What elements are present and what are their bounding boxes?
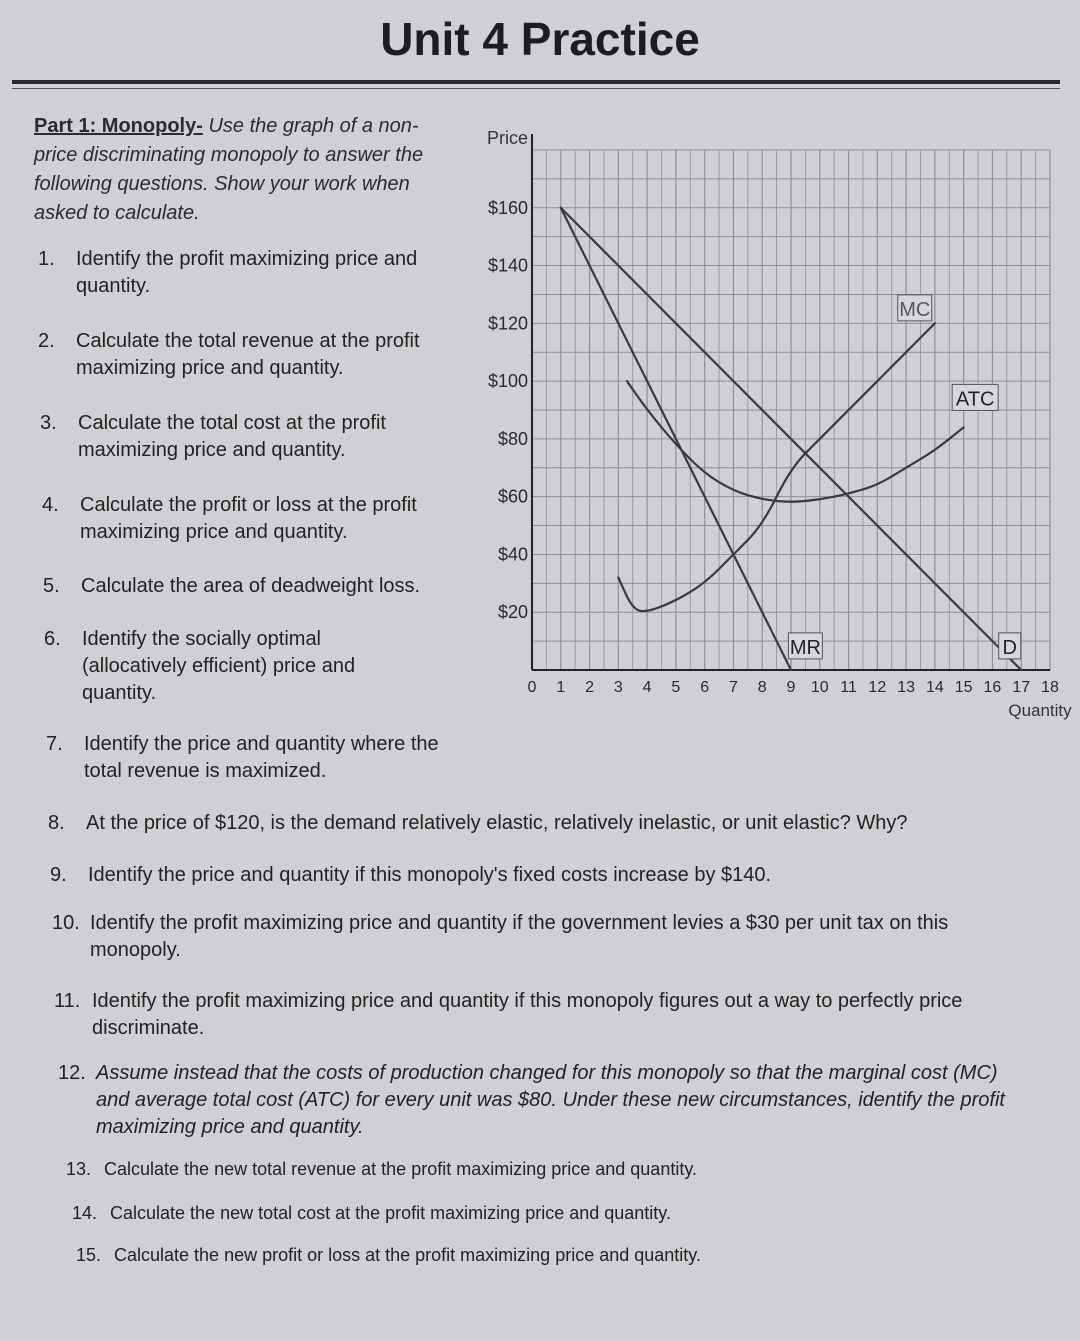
question-13: 13. Calculate the new total revenue at the profit maximizing price and quantity. [66, 1159, 697, 1179]
question-12: 12. Assume instead that the costs of production changed for this monopoly so that the marginal cost (MC) and average total cost (ATC) for every unit was $80. Under these new circumstances, identify the profit maximizing price and quantity. [58, 1062, 1005, 1138]
x-tick-label: 0 [527, 679, 537, 696]
x-tick-label: 12 [868, 679, 887, 696]
title-divider [12, 80, 1060, 84]
x-tick-label: 14 [925, 679, 944, 696]
question-15: 15. Calculate the new profit or loss at the profit maximizing price and quantity. [76, 1245, 701, 1265]
x-tick-label: 10 [810, 679, 829, 696]
x-tick-label: 8 [757, 679, 767, 696]
y-tick-label: $80 [497, 428, 528, 449]
curve-label-mr: MR [789, 636, 821, 659]
question-10: 10. Identify the profit maximizing price and quantity if the government levies a $30 per unit tax on this monopoly. [52, 912, 949, 961]
y-tick-label: $60 [497, 486, 528, 507]
title-divider-thin [12, 88, 1060, 89]
x-tick-label: 7 [728, 679, 738, 696]
question-14: 14. Calculate the new total cost at the profit maximizing price and quantity. [72, 1203, 671, 1223]
y-tick-label: $120 [487, 313, 528, 334]
x-tick-label: 5 [671, 679, 681, 696]
y-tick-label: $100 [487, 371, 528, 392]
x-tick-label: 4 [642, 679, 652, 696]
question-3: 3. Calculate the total cost at the profit maximizing price and quantity. [40, 412, 386, 461]
x-tick-label: 15 [954, 679, 973, 696]
y-tick-label: $20 [497, 602, 528, 623]
x-tick-label: 17 [1012, 679, 1031, 696]
question-5: 5. Calculate the area of deadweight loss. [43, 575, 421, 597]
x-tick-label: 13 [897, 679, 916, 696]
curve-label-d: D [1002, 636, 1017, 659]
question-6: 6. Identify the socially optimal (allocatively efficient) price and quantity. [44, 628, 356, 704]
x-tick-label: 3 [613, 679, 623, 696]
question-1: 1. Identify the profit maximizing price and quantity. [38, 248, 418, 297]
x-tick-label: 11 [840, 679, 857, 696]
question-2: 2. Calculate the total revenue at the profit maximizing price and quantity. [38, 330, 420, 379]
y-tick-label: $140 [487, 255, 528, 276]
question-8: 8. At the price of $120, is the demand relatively elastic, relatively inelastic, or unit elastic? Why? [48, 812, 908, 834]
question-9: 9. Identify the price and quantity if this monopoly's fixed costs increase by $140. [50, 864, 772, 886]
x-tick-label: 16 [983, 679, 1002, 696]
x-axis-title: Quantity [1008, 701, 1072, 720]
part-1-instructions [34, 112, 454, 228]
question-7: 7. Identify the price and quantity where the total revenue is maximized. [46, 733, 439, 782]
page-title: Unit 4 Practice [380, 13, 700, 65]
x-tick-label: 1 [556, 679, 566, 696]
question-11: 11. Identify the profit maximizing price and quantity if this monopoly figures out a way to perfectly price discriminate. [54, 990, 963, 1039]
x-tick-label: 2 [585, 679, 595, 696]
x-tick-label: 6 [700, 679, 710, 696]
question-4: 4. Calculate the profit or loss at the profit maximizing price and quantity. [42, 494, 417, 543]
curve-label-atc: ATC [955, 388, 995, 411]
part-1-label: Part 1: Monopoly- [34, 115, 203, 137]
y-tick-label: $40 [497, 544, 528, 565]
x-tick-label: 18 [1041, 679, 1059, 696]
y-tick-label: $160 [487, 197, 528, 218]
curve-label-mc: MC [899, 298, 931, 321]
monopoly-graph [470, 118, 1072, 728]
y-axis-title: Price [486, 128, 528, 148]
x-tick-label: 9 [786, 679, 796, 696]
part-1-text: Use the graph of a non-price discriminating monopoly to answer the following questions. Show your work when asked to calculate. [34, 115, 424, 224]
